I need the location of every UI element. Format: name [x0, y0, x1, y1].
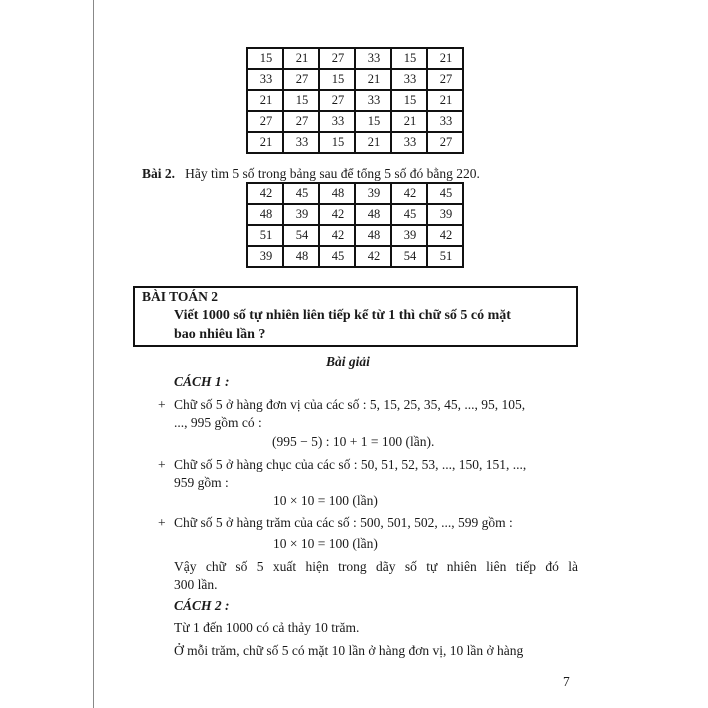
table-cell: 27 — [283, 111, 319, 132]
bullet-2-line-1: Chữ số 5 ở hàng chục của các số : 50, 51, 52, 53, ..., 150, 151, ..., — [174, 457, 527, 472]
table-cell: 21 — [355, 69, 391, 90]
table-cell: 33 — [427, 111, 463, 132]
table-cell: 21 — [391, 111, 427, 132]
table-cell: 45 — [319, 246, 355, 267]
table-cell: 54 — [391, 246, 427, 267]
bullet-1-line-1: Chữ số 5 ở hàng đơn vị của các số : 5, 15, 25, 35, 45, ..., 95, 105, — [174, 397, 526, 412]
table-cell: 27 — [427, 132, 463, 153]
table-row — [247, 225, 463, 246]
table-cell: 15 — [319, 132, 355, 153]
table-cell: 45 — [391, 204, 427, 225]
table-cell: 48 — [319, 183, 355, 204]
method-2-line-1: Từ 1 đến 1000 có cả thảy 10 trăm. — [174, 620, 360, 635]
table-row — [247, 69, 463, 90]
table-cell: 15 — [247, 48, 283, 69]
table-cell: 15 — [355, 111, 391, 132]
table-cell: 39 — [355, 183, 391, 204]
table-cell: 15 — [283, 90, 319, 111]
table-cell: 39 — [391, 225, 427, 246]
number-table-1 — [246, 47, 464, 154]
problem-text-2: bao nhiêu lần ? — [174, 327, 266, 342]
page-number: 7 — [563, 674, 570, 689]
table-cell: 21 — [283, 48, 319, 69]
table-row — [247, 48, 463, 69]
table-cell: 39 — [427, 204, 463, 225]
number-table-2 — [246, 182, 464, 268]
table-cell: 15 — [391, 48, 427, 69]
table-cell: 15 — [391, 90, 427, 111]
method-2-heading: CÁCH 2 : — [174, 598, 230, 613]
table-cell: 48 — [355, 204, 391, 225]
table-cell: 33 — [247, 69, 283, 90]
table-cell: 48 — [355, 225, 391, 246]
table-cell: 39 — [283, 204, 319, 225]
table-cell: 27 — [319, 48, 355, 69]
table-cell: 42 — [319, 225, 355, 246]
table-cell: 27 — [319, 90, 355, 111]
method-2-line-2: Ở mỗi trăm, chữ số 5 có mặt 10 lần ở hàng đơn vị, 10 lần ở hàng — [174, 643, 524, 658]
table-cell: 21 — [427, 90, 463, 111]
table-cell: 51 — [247, 225, 283, 246]
conclusion-line-1: Vậy chữ số 5 xuất hiện trong dãy số tự nhiên liên tiếp đó là — [174, 559, 578, 574]
table-cell: 39 — [247, 246, 283, 267]
table-cell: 27 — [247, 111, 283, 132]
problem-text-1: Viết 1000 số tự nhiên liên tiếp kể từ 1 thì chữ số 5 có mặt — [174, 308, 511, 323]
table-cell: 42 — [427, 225, 463, 246]
table-row — [247, 90, 463, 111]
page-edge-line — [93, 0, 94, 708]
table-cell: 45 — [283, 183, 319, 204]
table-cell: 33 — [355, 90, 391, 111]
table-row — [247, 183, 463, 204]
bullet-1-equation: (995 − 5) : 10 + 1 = 100 (lần). — [272, 434, 435, 449]
table-cell: 15 — [319, 69, 355, 90]
bullet-1-line-2: ..., 995 gồm có : — [174, 415, 262, 430]
table-cell: 21 — [247, 132, 283, 153]
bullet-2-equation: 10 × 10 = 100 (lần) — [273, 493, 378, 508]
problem-title: BÀI TOÁN 2 — [142, 289, 219, 304]
table-cell: 42 — [319, 204, 355, 225]
solution-heading: Bài giải — [326, 354, 370, 369]
table-cell: 51 — [427, 246, 463, 267]
table-row — [247, 111, 463, 132]
table-cell: 42 — [391, 183, 427, 204]
table-row — [247, 132, 463, 153]
method-1-heading: CÁCH 1 : — [174, 374, 230, 389]
table-cell: 27 — [283, 69, 319, 90]
bullet-2: + — [158, 457, 166, 472]
table-cell: 33 — [283, 132, 319, 153]
conclusion-line-2: 300 lần. — [174, 577, 218, 592]
bullet-2-line-2: 959 gồm : — [174, 475, 229, 490]
exercise-2 — [142, 166, 480, 182]
table-cell: 21 — [427, 48, 463, 69]
table-cell: 21 — [247, 90, 283, 111]
table-cell: 54 — [283, 225, 319, 246]
table-cell: 27 — [427, 69, 463, 90]
table-cell: 42 — [247, 183, 283, 204]
table-cell: 21 — [355, 132, 391, 153]
table-cell: 42 — [355, 246, 391, 267]
bullet-3-equation: 10 × 10 = 100 (lần) — [273, 536, 378, 551]
table-row — [247, 204, 463, 225]
exercise-2-label: Bài 2. — [142, 166, 176, 181]
table-cell: 33 — [391, 132, 427, 153]
table-cell: 48 — [247, 204, 283, 225]
bullet-3-line-1: Chữ số 5 ở hàng trăm của các số : 500, 501, 502, ..., 599 gồm : — [174, 515, 513, 530]
table-cell: 45 — [427, 183, 463, 204]
exercise-2-text: Hãy tìm 5 số trong bảng sau để tổng 5 số đó bằng 220. — [185, 166, 480, 181]
table-cell: 33 — [319, 111, 355, 132]
bullet-3: + — [158, 515, 166, 530]
table-cell: 48 — [283, 246, 319, 267]
table-row — [247, 246, 463, 267]
table-cell: 33 — [391, 69, 427, 90]
bullet-1: + — [158, 397, 166, 412]
table-cell: 33 — [355, 48, 391, 69]
